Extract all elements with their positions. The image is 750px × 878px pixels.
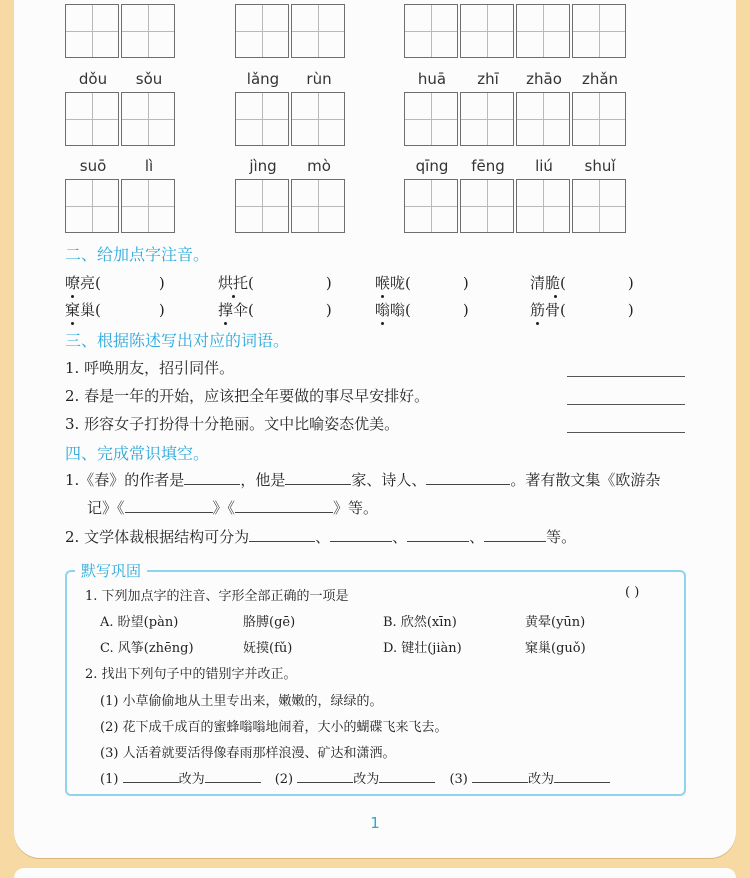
review-question-1: 1. 下列加点字的注音、字形全部正确的一项是 (85, 589, 349, 604)
fill-blank[interactable] (205, 768, 261, 783)
fill-blank[interactable] (285, 470, 351, 485)
phonetic-item: 嘹亮( ) (65, 274, 165, 292)
option-c: C. 风筝(zhēng) (100, 641, 194, 656)
writing-box[interactable] (235, 4, 289, 58)
writing-box[interactable] (291, 4, 345, 58)
writing-box[interactable] (460, 179, 514, 233)
pinyin-label: sǒu (135, 70, 163, 88)
clue-text: 1. 呼唤朋友，招引同伴。 (65, 359, 235, 377)
fill-question-1-cont: 记》《 》《 》等。 (87, 499, 379, 517)
phonetic-item: 撑伞( ) (218, 301, 332, 319)
pinyin-label: shuǐ (584, 157, 616, 175)
writing-box[interactable] (65, 179, 119, 233)
error-sentence: (1) 小草偷偷地从土里专出来，嫩嫩的，绿绿的。 (100, 694, 383, 709)
option-a-word-2: 胳膊(gē) (243, 615, 296, 630)
dotted-char: 烘托 (218, 274, 249, 292)
answer-line[interactable] (567, 404, 685, 405)
pinyin-label: fēng (471, 157, 505, 175)
writing-box[interactable] (121, 179, 175, 233)
writing-box[interactable] (65, 92, 119, 146)
error-sentence: (2) 花下成千成百的蜜蜂嗡嗡地闹着，大小的蝴碟飞来飞去。 (100, 720, 448, 735)
option-b-word-2: 黄晕(yūn) (525, 615, 586, 630)
section-four-heading: 四、完成常识填空。 (65, 444, 210, 463)
error-sentence: (3) 人活着就要活得像春雨那样浪漫、矿达和潇洒。 (100, 746, 396, 761)
writing-box[interactable] (572, 4, 626, 58)
writing-box[interactable] (291, 179, 345, 233)
phonetic-item: 喉咙( ) (375, 274, 469, 292)
page-number: 1 (370, 814, 380, 832)
phonetic-item: 筋骨( ) (530, 301, 634, 319)
answer-paren[interactable]: ( ) (625, 585, 640, 600)
pinyin-label: zhī (477, 70, 499, 88)
dotted-char: 撑 (218, 301, 234, 319)
writing-box[interactable] (235, 92, 289, 146)
review-panel-title: 默写巩固 (75, 560, 147, 581)
section-three-heading: 三、根据陈述写出对应的词语。 (65, 331, 290, 350)
section-two-heading: 二、给加点字注音。 (65, 245, 210, 264)
dotted-char: 筋 (530, 301, 546, 319)
phonetic-item: 窠巢( ) (65, 301, 165, 319)
clue-text: 3. 形容女子打扮得十分艳丽。文中比喻姿态优美。 (65, 415, 400, 433)
writing-box[interactable] (235, 179, 289, 233)
fill-blank[interactable] (484, 527, 546, 542)
writing-box[interactable] (121, 4, 175, 58)
answer-line[interactable] (567, 376, 685, 377)
pinyin-label: zhǎn (581, 70, 619, 88)
writing-box[interactable] (572, 92, 626, 146)
pinyin-label: dǒu (78, 70, 108, 88)
pinyin-label: lì (144, 157, 154, 175)
dotted-char: 嗡 (375, 301, 391, 319)
dotted-char: 脆( (545, 274, 566, 292)
fill-blank[interactable] (184, 470, 240, 485)
correction-row: (1) 改为 (2) 改为 (3) 改为 (100, 768, 610, 787)
fill-question-1: 1.《春》的作者是 ，他是 家、诗人、 。著有散文集《欧游杂 (65, 471, 661, 489)
fill-blank[interactable] (330, 527, 392, 542)
dotted-char: 嘹 (65, 274, 81, 292)
option-d: D. 键壮(jiàn) (383, 641, 462, 656)
review-question-2: 2. 找出下列句子中的错别字并改正。 (85, 667, 297, 682)
pinyin-label: qīng (415, 157, 449, 175)
phonetic-item: 烘托( ) (218, 274, 332, 292)
fill-blank[interactable] (297, 768, 353, 783)
pinyin-label: huā (417, 70, 447, 88)
fill-blank[interactable] (379, 768, 435, 783)
answer-line[interactable] (567, 432, 685, 433)
option-c-word-2: 妩摸(fǔ) (243, 641, 293, 656)
pinyin-label: suō (79, 157, 107, 175)
clue-text: 2. 春是一年的开始，应该把全年要做的事尽早安排好。 (65, 387, 430, 405)
pinyin-label: mò (307, 157, 331, 175)
writing-box[interactable] (404, 179, 458, 233)
dotted-char: 窠 (65, 301, 81, 319)
phonetic-item: 嗡嗡( ) (375, 301, 469, 319)
fill-blank[interactable] (426, 470, 510, 485)
writing-box[interactable] (404, 92, 458, 146)
writing-box[interactable] (516, 4, 570, 58)
option-d-word-2: 窠巢(guǒ) (525, 641, 586, 656)
phonetic-item: 清脆( ) (530, 274, 634, 292)
fill-question-2: 2. 文学体裁根据结构可分为 、 、 、 等。 (65, 528, 577, 546)
fill-blank[interactable] (125, 498, 213, 513)
pinyin-label: rùn (306, 70, 332, 88)
next-page-edge (14, 868, 736, 878)
fill-blank[interactable] (472, 768, 528, 783)
pinyin-label: liú (535, 157, 553, 175)
writing-box[interactable] (65, 4, 119, 58)
writing-box[interactable] (121, 92, 175, 146)
fill-blank[interactable] (235, 498, 333, 513)
dotted-char: 喉 (375, 274, 391, 292)
pinyin-label: zhāo (526, 70, 562, 88)
fill-blank[interactable] (554, 768, 610, 783)
writing-box[interactable] (516, 179, 570, 233)
fill-blank[interactable] (407, 527, 469, 542)
fill-blank[interactable] (249, 527, 315, 542)
writing-box[interactable] (291, 92, 345, 146)
writing-box[interactable] (516, 92, 570, 146)
option-b: B. 欣然(xīn) (383, 615, 457, 630)
writing-box[interactable] (572, 179, 626, 233)
pinyin-label: lǎng (246, 70, 280, 88)
writing-box[interactable] (404, 4, 458, 58)
writing-box[interactable] (460, 92, 514, 146)
option-a: A. 盼望(pàn) (100, 615, 179, 630)
fill-blank[interactable] (123, 768, 179, 783)
pinyin-label: jìng (249, 157, 277, 175)
writing-box[interactable] (460, 4, 514, 58)
